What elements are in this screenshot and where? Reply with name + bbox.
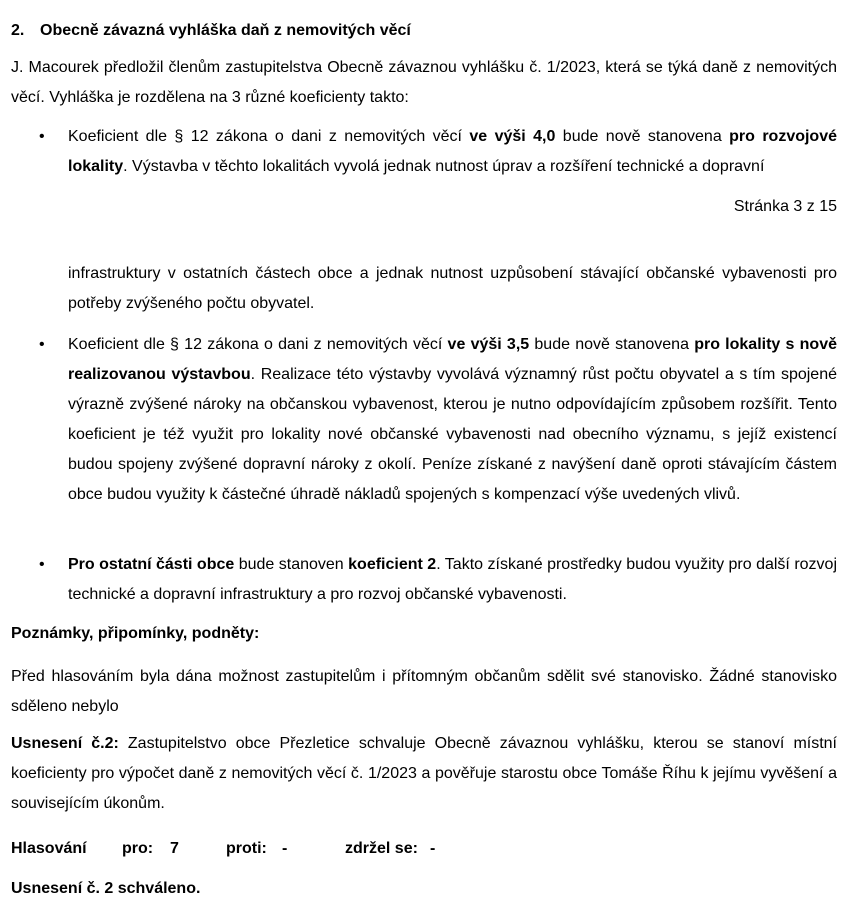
bullet-continuation: infrastruktury v ostatních částech obce a jednak nutnost uzpůsobení stávající občanské vybavenosti pro potřeby zvýšeného počtu obyvatel.: [68, 265, 837, 312]
vote-label: Hlasování: [11, 840, 87, 857]
bullet-bold-part: Pro ostatní části obce: [68, 556, 235, 573]
bullet-bold-part: koeficient 2: [348, 556, 437, 573]
vote-abstain-value: -: [430, 840, 436, 857]
resolution-text: Zastupitelstvo obce Přezletice schvaluje Obecně závaznou vyhlášku, kterou se stanoví místní koeficienty pro výpočet daně z nemovitých věcí č. 1/2023 a pověřuje starostu obce Tomáše Říhu k jejímu vyvěšení a souvisejícím úkonům.: [11, 735, 838, 812]
resolution-result: Usnesení č. 2 schváleno.: [11, 880, 201, 897]
bullet-text-part: bude stanoven: [234, 556, 349, 573]
bullet-marker: •: [39, 128, 45, 145]
bullet-bold-part: pro lokality s nově realizovanou výstavbou: [68, 336, 838, 383]
bullet-text-part: Koeficient dle § 12 zákona o dani z nemovitých věcí: [68, 128, 470, 145]
bullet-text-part: . Výstavba v těchto lokalitách vyvolá jednak nutnost úprav a rozšíření technické a dopravní: [123, 158, 765, 175]
vote-against-value: -: [282, 840, 288, 857]
section-heading: [11, 21, 411, 41]
bullet-marker: •: [39, 336, 45, 353]
bullet-bold-part: ve výši 4,0: [469, 128, 556, 145]
section-title: Obecně závazná vyhláška daň z nemovitých věcí: [40, 22, 411, 39]
resolution-paragraph: [11, 729, 837, 819]
section-number: 2.: [11, 22, 25, 39]
bullet-marker: •: [39, 556, 45, 573]
resolution-label: Usnesení č.2:: [11, 735, 119, 752]
bullet-text-part: Koeficient dle § 12 zákona o dani z nemovitých věcí: [68, 336, 448, 353]
vote-line: [11, 834, 435, 864]
bullet-text: [68, 122, 837, 182]
notes-heading: Poznámky, připomínky, podněty:: [11, 625, 260, 642]
bullet-text-part: bude nově stanovena: [555, 128, 730, 145]
bullet-text-part: . Realizace této výstavby vyvolává významný růst počtu obyvatel a s tím spojené výrazně zvýšené nároky na občanskou vybavenost, kterou je nutno odpovídajícím způsobem rozšířit. Tento koeficient je též využit pro lokality nové občanské vybavenosti nad obecního významu, s jejíž existencí budou spojeny zvýšené dopravní nároky z okolí. Peníze získané z navýšení daně oproti stávajícím částem obce budou využity k částečné úhradě nákladů spojených s kompenzací výše uvedených vlivů.: [68, 366, 837, 503]
intro-paragraph: J. Macourek předložil členům zastupitelstva Obecně závaznou vyhlášku č. 1/2023, která se týká daně z nemovitých věcí. Vyhláška je rozdělena na 3 různé koeficienty takto:: [11, 59, 837, 106]
vote-against-label: proti:: [226, 840, 267, 857]
bullet-text-part: . Takto získané prostředky budou využity pro další rozvoj technické a dopravní infrastruktury a pro rozvoj občanské vybavenosti.: [68, 556, 838, 603]
vote-for-value: 7: [170, 840, 179, 857]
page-number: Stránka 3 z 15: [733, 198, 837, 215]
notes-paragraph: Před hlasováním byla dána možnost zastupitelům i přítomným občanům sdělit své stanovisko. Žádné stanovisko sděleno nebylo: [11, 668, 837, 715]
bullet-bold-part: pro rozvojové lokality: [68, 128, 838, 175]
bullet-bold-part: ve výši 3,5: [447, 336, 530, 353]
vote-for-label: pro:: [122, 840, 154, 857]
bullet-text: [68, 550, 837, 610]
bullet-text-part: bude nově stanovena: [529, 336, 695, 353]
bullet-text: [68, 330, 837, 510]
vote-abstain-label: zdržel se:: [345, 840, 418, 857]
